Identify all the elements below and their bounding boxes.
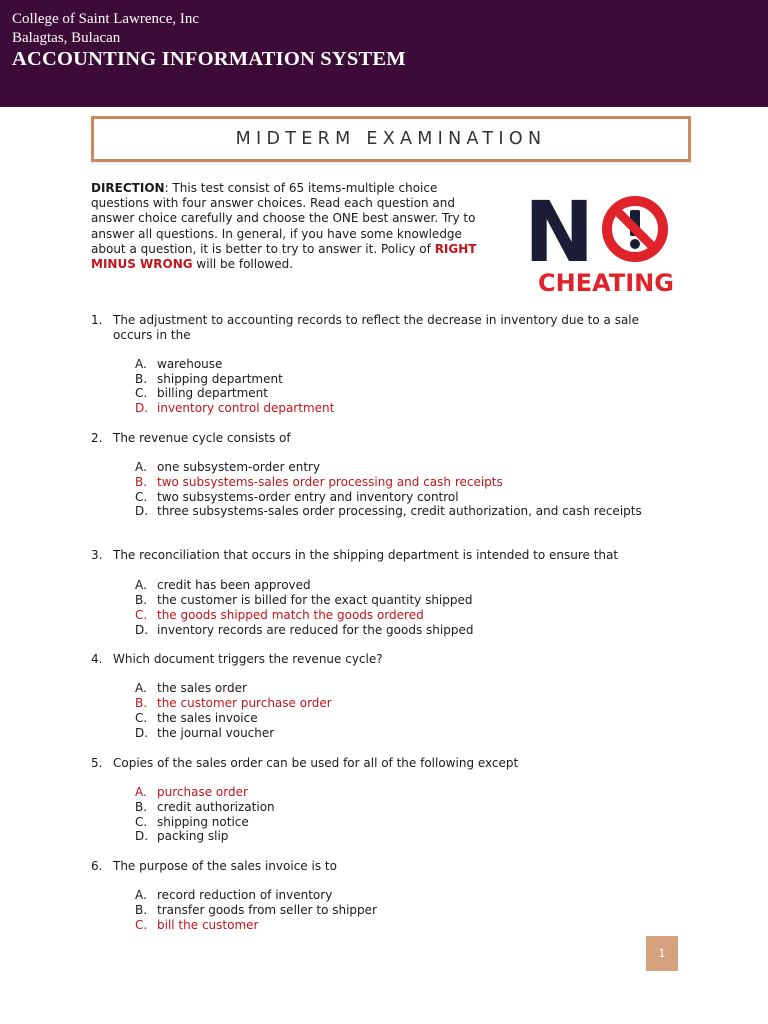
direction-text: : This test consist of 65 items-multiple choice questions with four answer choices. Read each question and answer choice carefully and choose the ONE best answer. Try to answer all questions. In general, if you have some knowledge about a question, it is better to try to answer it. Policy of: [91, 181, 476, 256]
question-stem: The adjustment to accounting records to reflect the decrease in inventory due to a sale occurs in the: [113, 313, 640, 342]
question-number: 6.: [91, 859, 103, 873]
prohibition-icon: [607, 201, 663, 257]
question-stem: The revenue cycle consists of: [113, 431, 291, 445]
question-number: 2.: [91, 431, 103, 445]
school-name: College of Saint Lawrence, Inc: [12, 11, 200, 27]
exam-title: MIDTERM EXAMINATION: [235, 129, 547, 149]
question-stem: Copies of the sales order can be used for all of the following except: [113, 756, 519, 770]
page-header: [0, 0, 768, 107]
no-cheating-sign-icon: [524, 190, 688, 295]
page-number-badge: [646, 936, 678, 971]
direction-text-end: will be followed.: [192, 257, 294, 272]
logo-cheating-text: CHEATING: [538, 269, 674, 295]
question-stem: The reconciliation that occurs in the shipping department is intended to ensure that: [113, 548, 619, 562]
page-number: 1: [658, 947, 666, 960]
direction-label: DIRECTION: [91, 181, 165, 195]
direction-emphasis: RIGHT MINUS WRONG: [91, 241, 477, 272]
question-number: 5.: [91, 756, 103, 770]
school-location: Balagtas, Bulacan: [12, 30, 121, 46]
course-title: ACCOUNTING INFORMATION SYSTEM: [12, 48, 406, 70]
question-number: 1.: [91, 313, 103, 327]
question-number: 4.: [91, 652, 103, 666]
question-stem: Which document triggers the revenue cycle?: [113, 652, 383, 666]
logo-letter-n: N: [524, 190, 595, 281]
question-stem: The purpose of the sales invoice is to: [113, 859, 337, 873]
question-number: 3.: [91, 548, 103, 562]
direction-paragraph: [91, 181, 491, 272]
exam-title-box: [91, 116, 691, 162]
